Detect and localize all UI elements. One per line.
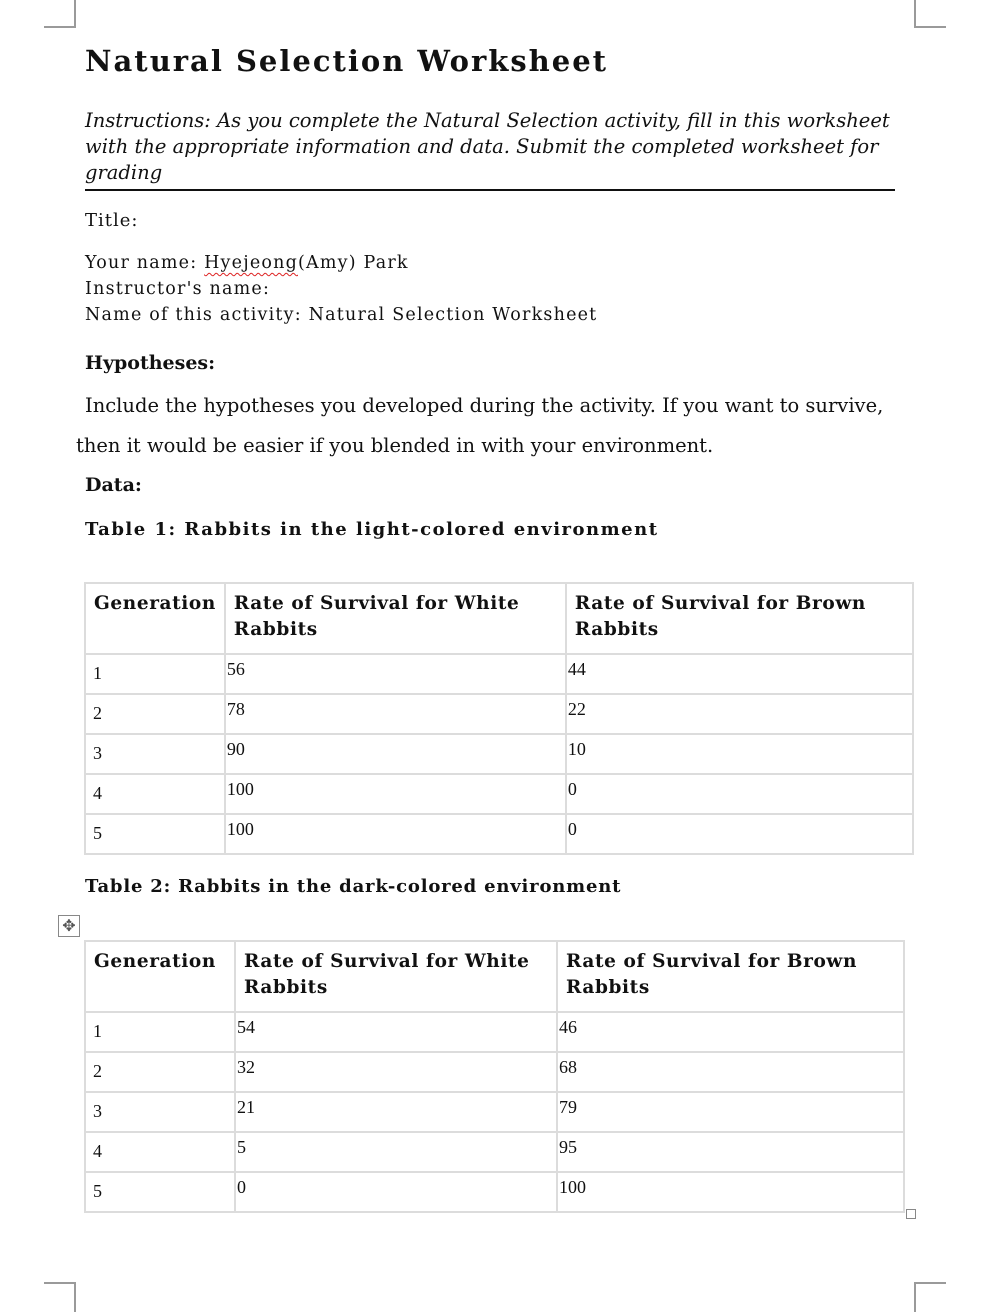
table1-caption: Table 1: Rabbits in the light-colored environment bbox=[85, 519, 659, 540]
title-label: Title: bbox=[85, 210, 139, 231]
your-name-line bbox=[85, 253, 409, 273]
table2-cell-brown[interactable]: 68 bbox=[557, 1052, 904, 1092]
table1-cell-brown[interactable]: 0 bbox=[566, 774, 913, 814]
table2-cell-brown[interactable]: 46 bbox=[557, 1012, 904, 1052]
table2-cell-generation[interactable]: 2 bbox=[85, 1052, 235, 1092]
instructor-name-line: Instructor's name: bbox=[85, 279, 271, 299]
spellcheck-flagged-word[interactable]: Hyejeong bbox=[204, 253, 298, 273]
table2-header-white[interactable]: Rate of Survival for White Rabbits bbox=[235, 941, 557, 1012]
table1-cell-white[interactable]: 100 bbox=[225, 774, 566, 814]
data-heading: Data: bbox=[85, 474, 142, 496]
table-row bbox=[85, 1052, 904, 1092]
table1-cell-generation[interactable]: 5 bbox=[85, 814, 225, 854]
page-corner-top-left bbox=[44, 0, 76, 28]
table2[interactable] bbox=[84, 940, 905, 1213]
table1-cell-brown[interactable]: 22 bbox=[566, 694, 913, 734]
table2-cell-white[interactable]: 5 bbox=[235, 1132, 557, 1172]
table1[interactable] bbox=[84, 582, 914, 855]
table2-cell-white[interactable]: 21 bbox=[235, 1092, 557, 1132]
table1-header-white[interactable]: Rate of Survival for White Rabbits bbox=[225, 583, 566, 654]
table2-header-brown[interactable]: Rate of Survival for Brown Rabbits bbox=[557, 941, 904, 1012]
table2-cell-white[interactable]: 0 bbox=[235, 1172, 557, 1212]
table-row bbox=[85, 1012, 904, 1052]
page-corner-top-right bbox=[914, 0, 946, 28]
table1-cell-white[interactable]: 78 bbox=[225, 694, 566, 734]
table1-header-generation[interactable]: Generation bbox=[85, 583, 225, 654]
table1-cell-white[interactable]: 56 bbox=[225, 654, 566, 694]
table-row bbox=[85, 1172, 904, 1212]
activity-name-line: Name of this activity: Natural Selection Worksheet bbox=[85, 305, 598, 325]
table1-cell-brown[interactable]: 10 bbox=[566, 734, 913, 774]
table2-cell-generation[interactable]: 4 bbox=[85, 1132, 235, 1172]
table-row bbox=[85, 1132, 904, 1172]
move-arrows-icon[interactable]: ✥ bbox=[58, 915, 80, 937]
table1-cell-brown[interactable]: 44 bbox=[566, 654, 913, 694]
table1-header-row bbox=[85, 583, 913, 654]
table-row bbox=[85, 774, 913, 814]
table2-cell-brown[interactable]: 95 bbox=[557, 1132, 904, 1172]
table2-cell-white[interactable]: 54 bbox=[235, 1012, 557, 1052]
document-title: Natural Selection Worksheet bbox=[85, 44, 609, 78]
table2-header-row bbox=[85, 941, 904, 1012]
table-row bbox=[85, 814, 913, 854]
table2-cell-brown[interactable]: 79 bbox=[557, 1092, 904, 1132]
table-row bbox=[85, 1092, 904, 1132]
table2-cell-white[interactable]: 32 bbox=[235, 1052, 557, 1092]
table1-cell-brown[interactable]: 0 bbox=[566, 814, 913, 854]
table1-cell-generation[interactable]: 3 bbox=[85, 734, 225, 774]
hypotheses-text: Include the hypotheses you developed during the activity. If you want to survive, then it would be easier if you blended in with your environment. bbox=[76, 394, 884, 457]
table1-cell-white[interactable]: 90 bbox=[225, 734, 566, 774]
table-row bbox=[85, 654, 913, 694]
your-name-value: (Amy) Park bbox=[298, 253, 409, 273]
table2-cell-brown[interactable]: 100 bbox=[557, 1172, 904, 1212]
hypotheses-heading: Hypotheses: bbox=[85, 352, 216, 374]
table-row bbox=[85, 734, 913, 774]
table2-cell-generation[interactable]: 3 bbox=[85, 1092, 235, 1132]
table1-header-brown[interactable]: Rate of Survival for Brown Rabbits bbox=[566, 583, 913, 654]
resize-square-icon[interactable] bbox=[906, 1209, 916, 1219]
table1-cell-generation[interactable]: 1 bbox=[85, 654, 225, 694]
table2-header-generation[interactable]: Generation bbox=[85, 941, 235, 1012]
your-name-label: Your name: bbox=[85, 253, 205, 273]
table1-cell-generation[interactable]: 2 bbox=[85, 694, 225, 734]
table1-cell-generation[interactable]: 4 bbox=[85, 774, 225, 814]
instructions-text: Instructions: As you complete the Natural Selection activity, fill in this worksheet with the appropriate information and data. Submit the completed worksheet for grading bbox=[85, 108, 895, 191]
page-corner-bottom-left bbox=[44, 1282, 76, 1312]
table-row bbox=[85, 694, 913, 734]
table2-cell-generation[interactable]: 5 bbox=[85, 1172, 235, 1212]
table1-cell-white[interactable]: 100 bbox=[225, 814, 566, 854]
page-corner-bottom-right bbox=[914, 1282, 946, 1312]
table2-caption: Table 2: Rabbits in the dark-colored environment bbox=[85, 876, 622, 897]
table2-cell-generation[interactable]: 1 bbox=[85, 1012, 235, 1052]
